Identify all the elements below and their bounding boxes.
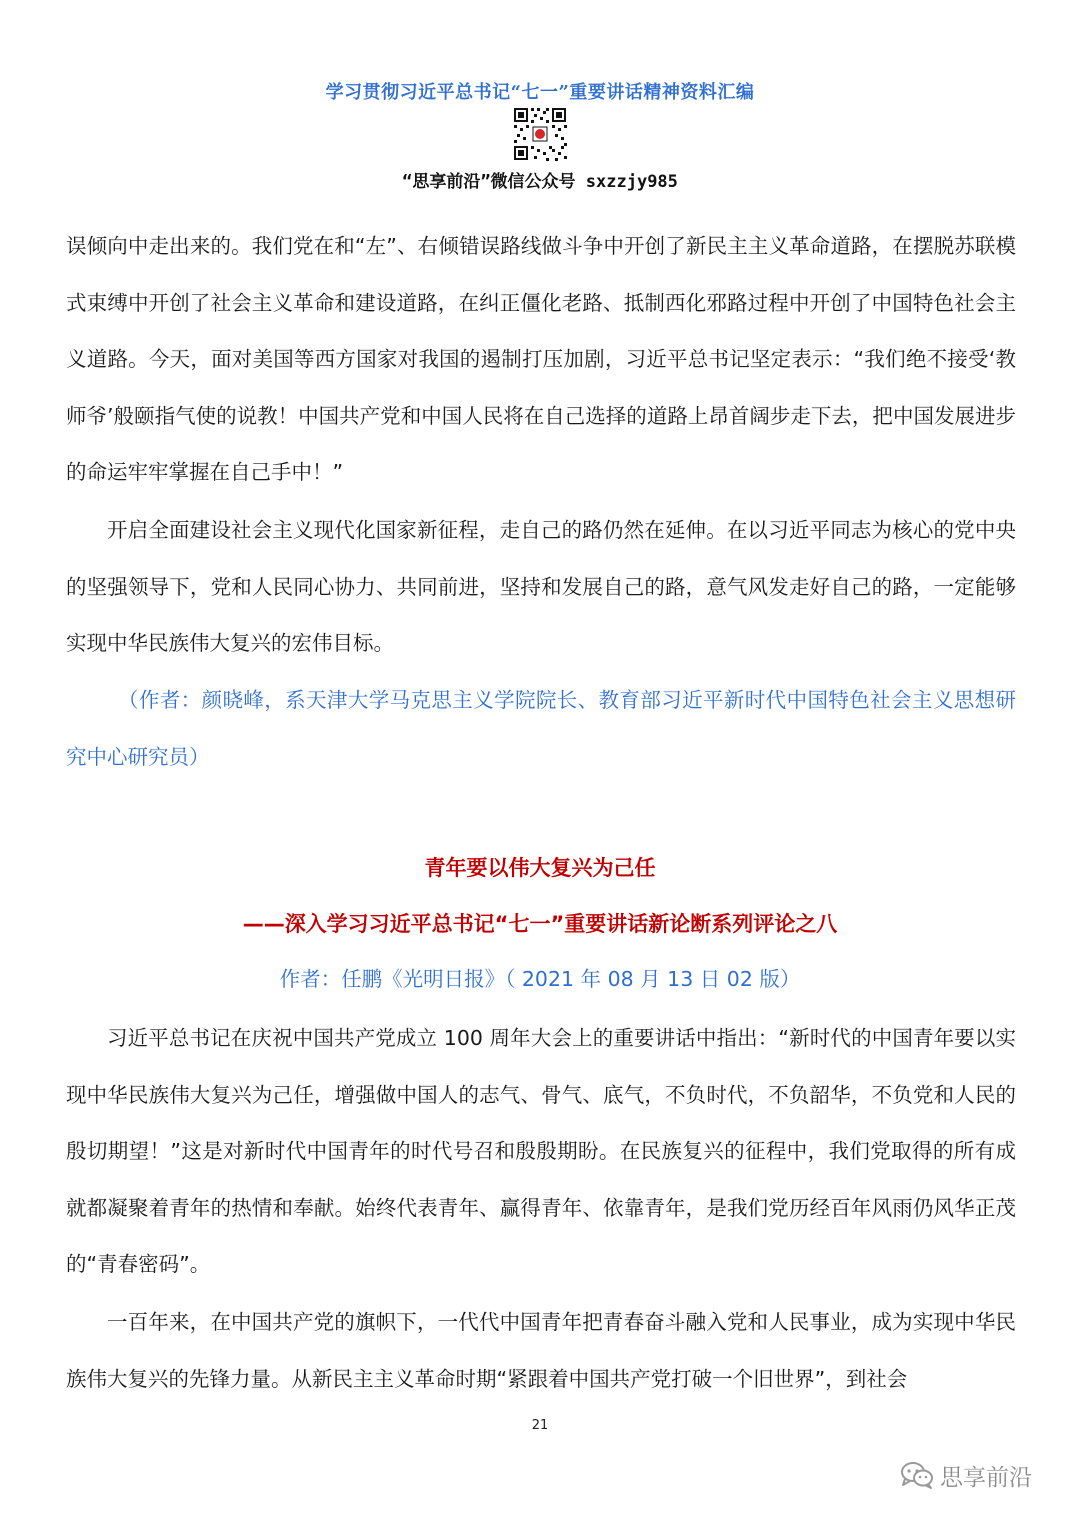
paragraph-continued: 误倾向中走出来的。我们党在和“左”、右倾错误路线做斗争中开创了新民主主义革命道路，在摆脱苏联模式束缚中开创了社会主义革命和建设道路，在纠正僵化老路、抵制西化邪路过程中开创了中国特色社会主义道路。今天，面对美国等西方国家对我国的遏制打压加剧，习近平总书记坚定表示：“我们绝不接受‘教师爷’般颐指气使的说教！中国共产党和中国人民将在自己选择的道路上昂首阔步走下去，把中国发展进步的命运牢牢掌握在自己手中！” bbox=[66, 234, 1016, 485]
wechat-icon bbox=[900, 1461, 934, 1489]
article-paragraph-2: 一百年来，在中国共产党的旗帜下，一代代中国青年把青春奋斗融入党和人民事业，成为实现中华民族伟大复兴的先锋力量。从新民主主义革命时期“紧跟着中国共产党打破一个旧世界”，到社会 bbox=[66, 1310, 1016, 1391]
article-paragraph-1: 习近平总书记在庆祝中国共产党成立 100 周年大会上的重要讲话中指出：“新时代的中国青年要以实现中华民族伟大复兴为己任，增强做中国人的志气、骨气、底气，不负时代，不负韶华，不负党和人民的殷切期望！”这是对新时代中国青年的时代号召和殷殷期盼。在民族复兴的征程中，我们党取得的所有成就都凝聚着青年的热情和奉献。始终代表青年、赢得青年、依靠青年，是我们党历经百年风雨仍风华正茂的“青春密码”。 bbox=[66, 1026, 1016, 1277]
page-number: 21 bbox=[531, 1418, 549, 1433]
qr-code-icon bbox=[512, 106, 568, 162]
article-subtitle: ——深入学习习近平总书记“七一”重要讲话新论断系列评论之八 bbox=[242, 912, 838, 936]
wechat-account-label: “思享前沿”微信公众号 sxzzjy985 bbox=[402, 172, 678, 192]
watermark bbox=[900, 1460, 1032, 1490]
paragraph-conclusion: 开启全面建设社会主义现代化国家新征程，走自己的路仍然在延伸。在以习近平同志为核心的党中央的坚强领导下，党和人民同心协力、共同前进，坚持和发展自己的路，意气风发走好自己的路，一定能够实现中华民族伟大复兴的宏伟目标。 bbox=[66, 518, 1016, 656]
watermark-label: 思享前沿 bbox=[940, 1464, 1032, 1491]
author-note: （作者：颜晓峰，系天津大学马克思主义学院院长、教育部习近平新时代中国特色社会主义思想研究中心研究员） bbox=[66, 688, 1016, 769]
compilation-header-title: 学习贯彻习近平总书记“七一”重要讲话精神资料汇编 bbox=[325, 82, 755, 103]
article-title: 青年要以伟大复兴为己任 bbox=[424, 856, 656, 880]
article-byline: 作者：任鹏《光明日报》（ 2021 年 08 月 13 日 02 版） bbox=[279, 967, 801, 991]
